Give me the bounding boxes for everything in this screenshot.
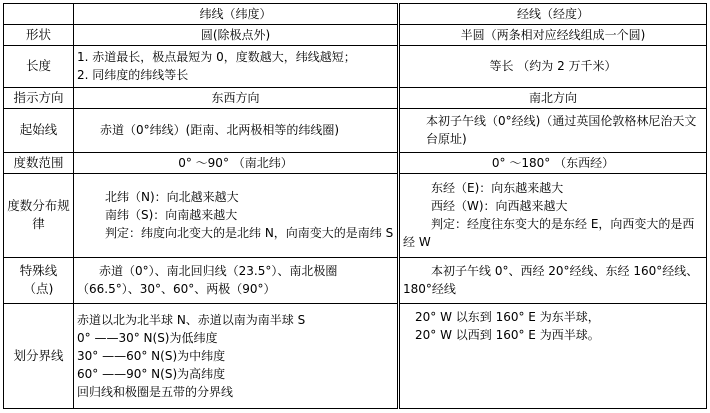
lat-shape: 圆(除极点外) bbox=[74, 24, 399, 45]
lat-division-line: 赤道以北为北半球 N、赤道以南为南半球 S bbox=[77, 313, 306, 328]
lon-division bbox=[399, 304, 707, 409]
row-length bbox=[4, 45, 707, 87]
row-label-division: 划分界线 bbox=[4, 304, 74, 409]
row-label-origin: 起始线 bbox=[4, 108, 74, 152]
lat-origin: 赤道（0°纬线）(距南、北两极相等的纬线圈) bbox=[74, 108, 399, 152]
lat-direction: 东西方向 bbox=[74, 87, 399, 108]
latitude-longitude-comparison-table bbox=[3, 3, 707, 409]
lat-distribution bbox=[74, 173, 399, 257]
longitude-header: 经线（经度） bbox=[399, 4, 707, 25]
row-origin bbox=[4, 108, 707, 152]
row-distribution bbox=[4, 173, 707, 257]
lat-length bbox=[74, 45, 399, 87]
latitude-header: 纬线（纬度） bbox=[74, 4, 399, 25]
row-division bbox=[4, 304, 707, 409]
row-label-range: 度数范围 bbox=[4, 152, 74, 173]
lon-special: 本初子午线 0°、西经 20°经线、东经 160°经线、180°经线 bbox=[399, 257, 707, 303]
lon-range: 0° ～180° （东西经） bbox=[399, 152, 707, 173]
row-label-direction: 指示方向 bbox=[4, 87, 74, 108]
corner-cell bbox=[4, 4, 74, 25]
lat-division bbox=[74, 304, 399, 409]
lat-distribution-line: 北纬（N)：向北越来越大 bbox=[105, 190, 239, 205]
lon-division-line: 20° W 以西到 160° E 为西半球。 bbox=[415, 328, 600, 343]
lat-distribution-line: 南纬（S)：向南越来越大 bbox=[105, 208, 238, 223]
lon-distribution bbox=[399, 173, 707, 257]
lon-direction: 南北方向 bbox=[399, 87, 707, 108]
lat-length-line: 2. 同纬度的纬线等长 bbox=[77, 68, 189, 83]
row-label-length: 长度 bbox=[4, 45, 74, 87]
lon-distribution-line: 东经（E)：向东越来越大 bbox=[431, 181, 564, 196]
row-range bbox=[4, 152, 707, 173]
lat-range: 0° ～90° （南北纬） bbox=[74, 152, 399, 173]
lon-division-line: 20° W 以东到 160° E 为东半球， bbox=[415, 310, 600, 325]
lon-length: 等长 （约为 2 万千米） bbox=[399, 45, 707, 87]
row-label-special: 特殊线（点) bbox=[4, 257, 74, 303]
row-direction bbox=[4, 87, 707, 108]
lat-special: 赤道（0°）、南北回归线（23.5°）、南北极圈（66.5°）、30°、60°、两极（90°） bbox=[74, 257, 399, 303]
header-row bbox=[4, 4, 707, 25]
row-special bbox=[4, 257, 707, 303]
lat-distribution-line: 判定：纬度向北变大的是北纬 N，向南变大的是南纬 S bbox=[105, 226, 394, 241]
row-label-shape: 形状 bbox=[4, 24, 74, 45]
lat-division-line: 30° ——60° N(S)为中纬度 bbox=[77, 349, 226, 364]
row-label-distribution: 度数分布规律 bbox=[4, 173, 74, 257]
lat-division-line: 0° ——30° N(S)为低纬度 bbox=[77, 331, 218, 346]
lat-division-line: 回归线和极圈是五带的分界线 bbox=[77, 385, 234, 400]
lon-origin: 本初子午线（0°经线)（通过英国伦敦格林尼治天文台原址) bbox=[399, 108, 707, 152]
lon-shape: 半圆（两条相对应经线组成一个圆) bbox=[399, 24, 707, 45]
row-shape bbox=[4, 24, 707, 45]
lat-length-line: 1. 赤道最长，极点最短为 0，度数越大，纬线越短； bbox=[77, 50, 356, 65]
lat-division-line: 60° ——90° N(S)为高纬度 bbox=[77, 367, 226, 382]
lon-distribution-line: 西经（W)：向西越来越大 bbox=[431, 199, 568, 214]
lon-distribution-line: 判定：经度往东变大的是东经 E，向西变大的是西经 W bbox=[403, 217, 695, 250]
